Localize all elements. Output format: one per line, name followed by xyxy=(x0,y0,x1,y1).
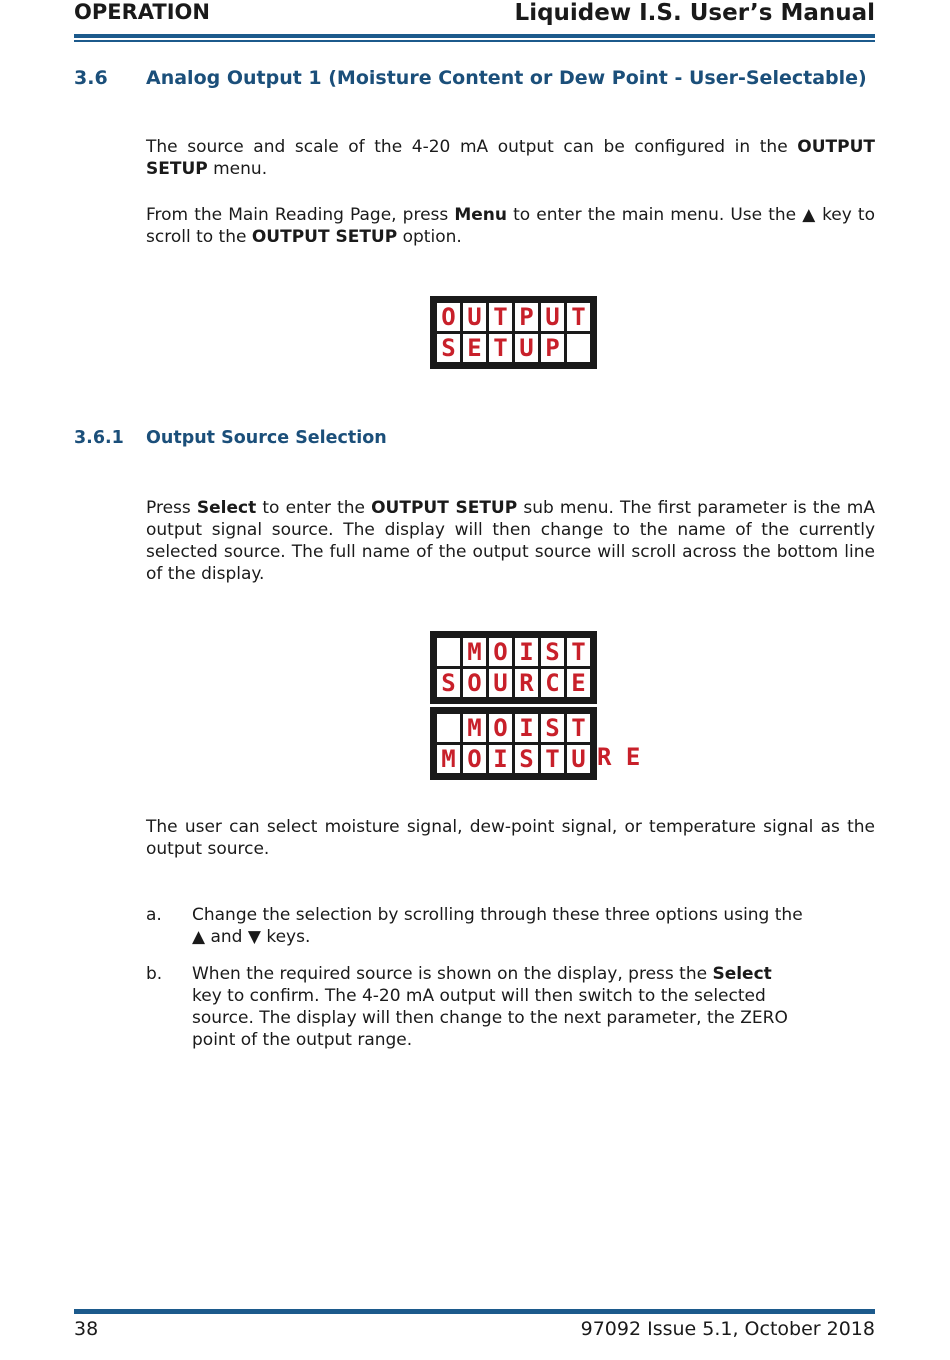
list-item-text: Change the selection by scrolling through these three options using the ▲ and ▼ keys. xyxy=(192,905,803,947)
paragraph-source-selection: Press Select to enter the OUTPUT SETUP sub menu. The first parameter is the mA output signal source. The display will then change to the name of the currently selected source. The full name of the output source will scroll across the bottom line of the display. xyxy=(146,498,875,584)
lcd-char: S xyxy=(437,334,460,362)
document-issue: 97092 Issue 5.1, October 2018 xyxy=(580,1318,875,1340)
lcd-char: I xyxy=(515,638,538,666)
page-number: 38 xyxy=(74,1318,99,1340)
lcd-char: S xyxy=(541,714,564,742)
instruction-list xyxy=(146,904,804,1066)
section-number: 3.6 xyxy=(74,67,108,89)
lcd-char: U xyxy=(541,303,564,331)
lcd-char: U xyxy=(515,334,538,362)
lcd-char: S xyxy=(541,638,564,666)
lcd-char: T xyxy=(567,303,590,331)
subsection-number: 3.6.1 xyxy=(74,428,124,448)
lcd-char: O xyxy=(437,303,460,331)
lcd-display-moist-source xyxy=(430,631,597,704)
lcd-char: E xyxy=(567,669,590,697)
lcd-char: U xyxy=(463,303,486,331)
lcd-char xyxy=(437,638,460,666)
lcd-char: P xyxy=(541,334,564,362)
lcd-char: T xyxy=(541,745,564,773)
footer-rule xyxy=(74,1309,875,1314)
paragraph-source-options: The user can select moisture signal, dew-point signal, or temperature signal as the output source. xyxy=(146,817,875,859)
lcd-char: O xyxy=(463,745,486,773)
lcd-char: I xyxy=(515,714,538,742)
lcd-char: T xyxy=(489,303,512,331)
lcd-char: E xyxy=(463,334,486,362)
lcd-char: I xyxy=(489,745,512,773)
lcd-display-moist-moisture xyxy=(430,707,597,780)
lcd-char: M xyxy=(463,714,486,742)
lcd-display-output-setup xyxy=(430,296,597,369)
lcd-scroll-overflow-text: R E xyxy=(597,743,641,771)
list-item xyxy=(146,963,804,1051)
lcd-char: T xyxy=(567,714,590,742)
lcd-char: U xyxy=(489,669,512,697)
header-section: OPERATION xyxy=(74,0,210,24)
header-manual-title: Liquidew I.S. User’s Manual xyxy=(514,0,875,26)
paragraph-menu-instructions: From the Main Reading Page, press Menu to enter the main menu. Use the ▲ key to scroll to the OUTPUT SETUP option. xyxy=(146,205,875,247)
header-rule xyxy=(74,34,875,38)
list-item xyxy=(146,904,804,948)
lcd-char xyxy=(437,714,460,742)
lcd-char xyxy=(567,334,590,362)
list-item-text: When the required source is shown on the display, press the Select key to confirm. The 4-20 mA output will then switch to the selected source. The display will then change to the next parameter, the ZERO point of the output range. xyxy=(192,964,788,1050)
subsection-title: Output Source Selection xyxy=(146,428,387,448)
lcd-char: T xyxy=(489,334,512,362)
lcd-char: O xyxy=(463,669,486,697)
lcd-char: T xyxy=(567,638,590,666)
header-rule-thin xyxy=(74,40,875,42)
lcd-char: O xyxy=(489,638,512,666)
lcd-char: S xyxy=(437,669,460,697)
lcd-char: M xyxy=(463,638,486,666)
lcd-char: M xyxy=(437,745,460,773)
lcd-char: R xyxy=(515,669,538,697)
paragraph-intro: The source and scale of the 4-20 mA output can be configured in the OUTPUT SETUP menu. xyxy=(146,137,875,179)
lcd-char: S xyxy=(515,745,538,773)
section-title: Analog Output 1 (Moisture Content or Dew Point - User-Selectable) xyxy=(146,67,867,89)
lcd-char: O xyxy=(489,714,512,742)
list-marker: a. xyxy=(146,905,162,925)
lcd-char: C xyxy=(541,669,564,697)
list-marker: b. xyxy=(146,964,163,984)
lcd-char: U xyxy=(567,745,590,773)
lcd-char: P xyxy=(515,303,538,331)
